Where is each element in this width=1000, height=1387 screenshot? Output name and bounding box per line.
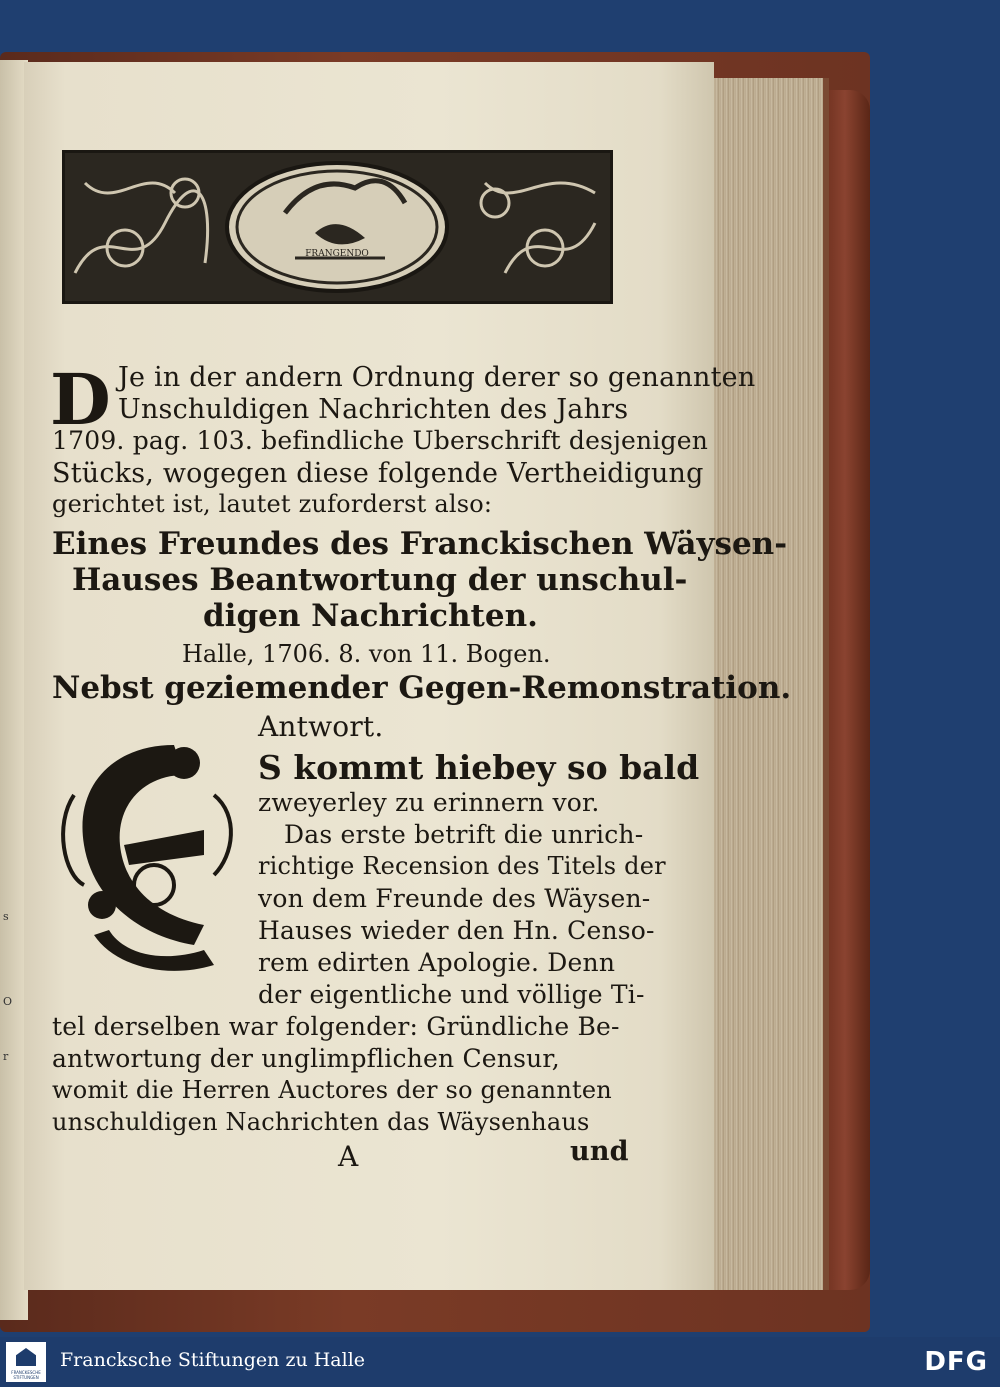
initial-letter-d: D — [50, 358, 111, 441]
institution-logo[interactable] — [6, 1342, 46, 1382]
woodcut-headpiece — [62, 150, 613, 304]
answer-line: zweyerley zu erinnern vor. — [258, 788, 600, 817]
work-title-line: Hauses Beantwortung der unschul- — [72, 562, 688, 598]
answer-line: unschuldigen Nachrichten das Wäysenhaus — [52, 1108, 590, 1136]
intro-line: Unschuldigen Nachrichten des Jahrs — [118, 394, 629, 425]
answer-line: der eigentliche und völlige Ti- — [258, 980, 645, 1009]
work-title-line: Eines Freundes des Franckischen Wäysen- — [52, 526, 788, 562]
house-icon — [16, 1348, 36, 1366]
answer-line: richtige Recension des Titels der — [258, 852, 666, 880]
logo-caption: FRANCKESCHE STIFTUNGEN — [11, 1370, 41, 1380]
intro-line: 1709. pag. 103. befindliche Uberschrift desjenigen — [52, 426, 709, 455]
subtitle-line: Nebst geziemender Gegen-Remonstration. — [52, 670, 792, 706]
answer-heading: Antwort. — [258, 710, 384, 743]
answer-line: von dem Freunde des Wäysen- — [258, 884, 651, 913]
institution-name[interactable]: Francksche Stiftungen zu Halle — [60, 1349, 366, 1371]
intro-line: Je in der andern Ordnung derer so genannten — [118, 362, 756, 393]
answer-line: rem edirten Apologie. Denn — [258, 948, 616, 977]
answer-line: antwortung der unglimpflichen Censur, — [52, 1044, 560, 1073]
work-title-line: digen Nachrichten. — [203, 598, 538, 634]
answer-line: Hauses wieder den Hn. Censo- — [258, 916, 655, 945]
intro-line: Stücks, wogegen diese folgende Vertheidigung — [52, 458, 704, 489]
imprint-line: Halle, 1706. 8. von 11. Bogen. — [182, 640, 551, 668]
facing-page-mark: O — [3, 995, 13, 1008]
answer-line: womit die Herren Auctores der so genannten — [52, 1076, 612, 1104]
dfg-logo[interactable]: DFG — [924, 1347, 988, 1377]
decorated-initial-e — [54, 735, 244, 985]
answer-line: tel derselben war folgender: Gründliche Be- — [52, 1012, 620, 1041]
signature-mark: A — [338, 1140, 359, 1173]
catchword: und — [570, 1136, 629, 1167]
facing-page-mark: s — [3, 910, 9, 923]
headpiece-motto: FRANGENDO — [305, 249, 369, 259]
answer-line: S kommt hiebey so bald — [258, 748, 700, 787]
woodcut-ornament-image — [65, 153, 610, 301]
facing-page-mark: r — [3, 1050, 9, 1063]
answer-line: Das erste betrift die unrich- — [284, 820, 644, 849]
viewer-footer — [0, 1337, 1000, 1387]
intro-line: gerichtet ist, lautet zuforderst also: — [52, 490, 493, 518]
